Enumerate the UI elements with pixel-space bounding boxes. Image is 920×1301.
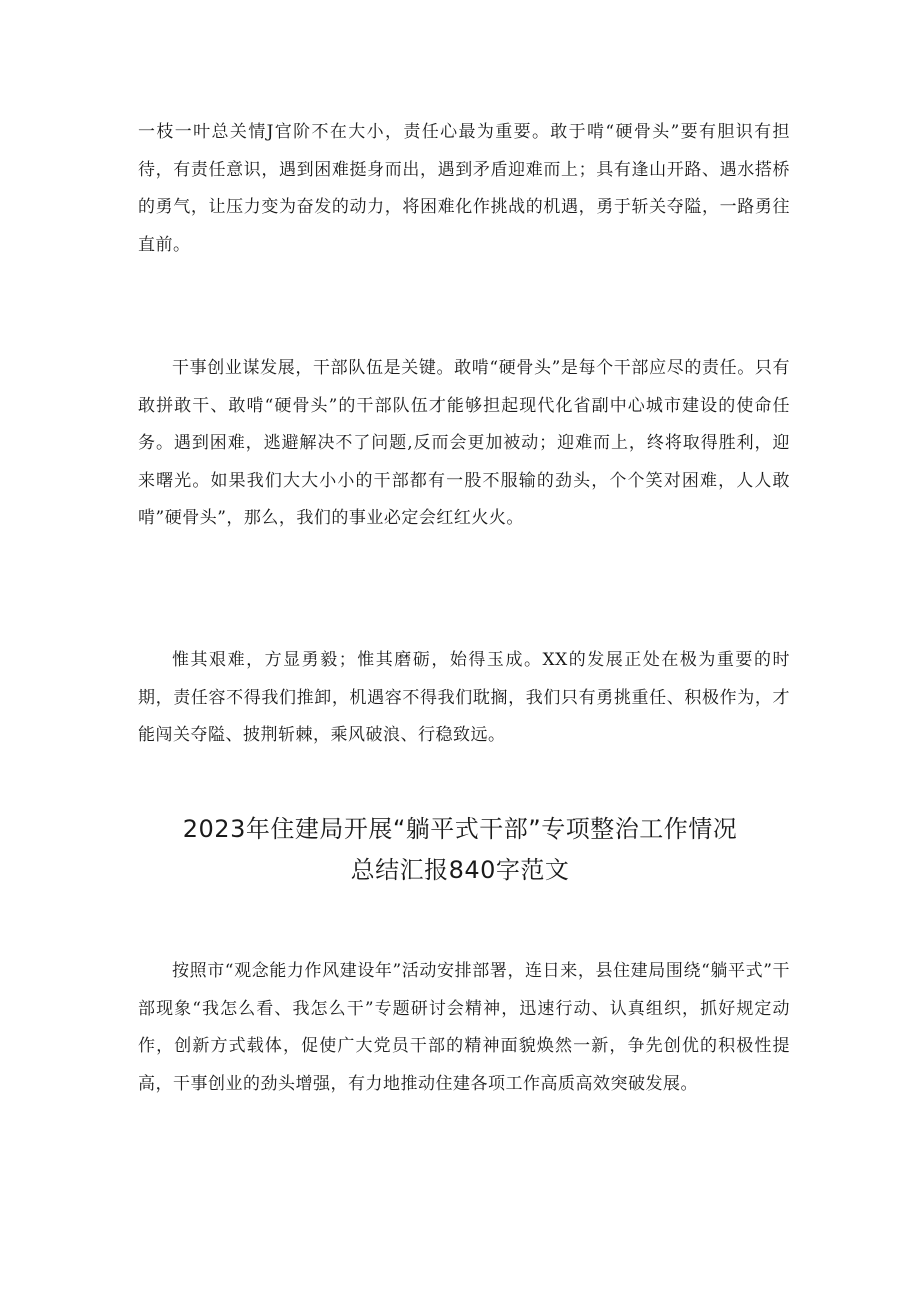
- section-title-line-2: 总结汇报840字范文: [350, 856, 570, 884]
- section-title: [110, 809, 810, 891]
- body-paragraph-2: 干事创业谋发展，干部队伍是关键。敢啃“硬骨头”是每个干部应尽的责任。只有敢拼敢干、敢啃“硬骨头”的干部队伍才能够担起现代化省副中心城市建设的使命任务。遇到困难，逃避解决不了问题,反而会更加被动；迎难而上，终将取得胜利，迎来曙光。如果我们大大小小的干部都有一股不服输的劲头，个个笑对困难，人人敢啃”硬骨头”，那么，我们的事业必定会红红火火。: [138, 358, 790, 528]
- section-title-line-1: 2023年住建局开展“躺平式干部”专项整治工作情况: [182, 815, 738, 843]
- body-paragraph-3: 惟其艰难，方显勇毅；惟其磨砺，始得玉成。XX的发展正处在极为重要的时期，责任容不得我们推卸，机遇容不得我们耽搁，我们只有勇挑重任、积极作为，才能闯关夺隘、披荆斩棘，乘风破浪、行稳致远。: [138, 650, 790, 745]
- body-paragraph-1: 一枝一叶总关情J官阶不在大小，责任心最为重要。敢于啃“硬骨头”要有胆识有担待，有责任意识，遇到困难挺身而出，遇到矛盾迎难而上；具有逢山开路、遇水搭桥的勇气，让压力变为奋发的动力，将困难化作挑战的机遇，勇于斩关夺隘，一路勇往直前。: [138, 122, 790, 255]
- body-paragraph-4: 按照市“观念能力作风建设年”活动安排部署，连日来，县住建局围绕“躺平式”干部现象“我怎么看、我怎么干”专题研讨会精神，迅速行动、认真组织，抓好规定动作，创新方式载体，促使广大党员干部的精神面貌焕然一新，争先创优的积极性提高，干事创业的劲头增强，有力地推动住建各项工作高质高效突破发展。: [138, 961, 790, 1094]
